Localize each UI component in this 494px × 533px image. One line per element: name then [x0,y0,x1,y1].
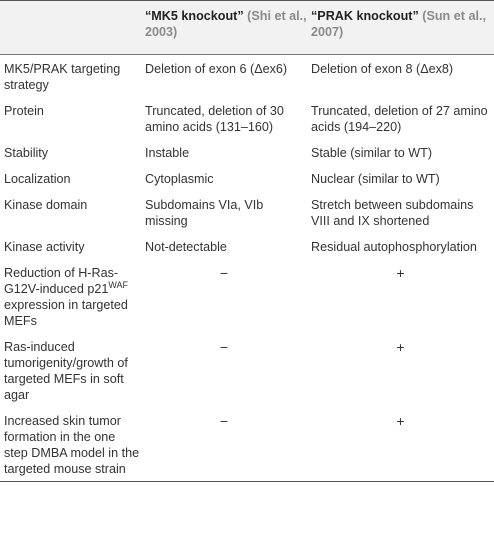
row-label [0,259,141,333]
table-row [0,233,494,259]
row-label: Localization [4,172,71,186]
table-row [0,55,494,98]
prak-cell: Residual autophosphorylation [311,240,477,254]
mk5-cell: Not-detectable [145,240,227,254]
row-label: Ras-induced tumorigenity/growth of targeted MEFs in soft agar [4,340,128,402]
header-prak-citation[interactable]: (Sun et al., 2007) [311,9,486,39]
header-mk5-citation[interactable]: (Shi et al., 2003) [145,9,307,39]
mk5-cell: Instable [145,146,190,160]
header-empty-cell [0,1,141,55]
row-label: Kinase domain [4,198,88,212]
row-label: Stability [4,146,49,160]
prak-cell: Stable (similar to WT) [311,146,433,160]
table-row [0,259,494,333]
header-row [0,1,494,55]
table-row [0,333,494,407]
row-label-part: expression in targeted MEFs [4,298,128,328]
row-label: MK5/PRAK targeting strategy [4,62,121,92]
prak-cell: + [307,407,494,482]
table-row [0,407,494,482]
mk5-cell: − [219,339,229,355]
mk5-cell: − [219,265,229,281]
mk5-cell: Cytoplasmic [145,172,214,186]
prak-cell: Deletion of exon 8 (Δex8) [311,62,454,76]
prak-cell: Truncated, deletion of 27 amino acids (194–220) [311,104,488,134]
row-label: Kinase activity [4,240,85,254]
header-prak-title: “PRAK knockout” [311,9,419,23]
table-row [0,191,494,233]
row-label-superscript: WAF [108,279,129,290]
table-row [0,139,494,165]
prak-cell: Nuclear (similar to WT) [311,172,440,186]
table-row [0,165,494,191]
header-mk5 [141,1,307,55]
prak-cell: + [396,339,405,355]
prak-cell: Stretch between subdomains VIII and IX shortened [311,198,474,228]
mk5-cell: − [141,407,307,482]
table-row [0,97,494,139]
mk5-cell: Subdomains VIa, VIb missing [145,198,264,228]
row-label: Increased skin tumor formation in the one step DMBA model in the targeted mouse strain [0,407,141,482]
row-label: Protein [4,104,44,118]
header-mk5-title: “MK5 knockout” [145,9,244,23]
header-prak [307,1,494,55]
prak-cell: + [396,265,405,281]
mk5-cell: Deletion of exon 6 (Δex6) [145,62,288,76]
mk5-cell: Truncated, deletion of 30 amino acids (131–160) [145,104,284,134]
row-label-part: Reduction of H-Ras-G12V-induced p21 [4,266,119,296]
